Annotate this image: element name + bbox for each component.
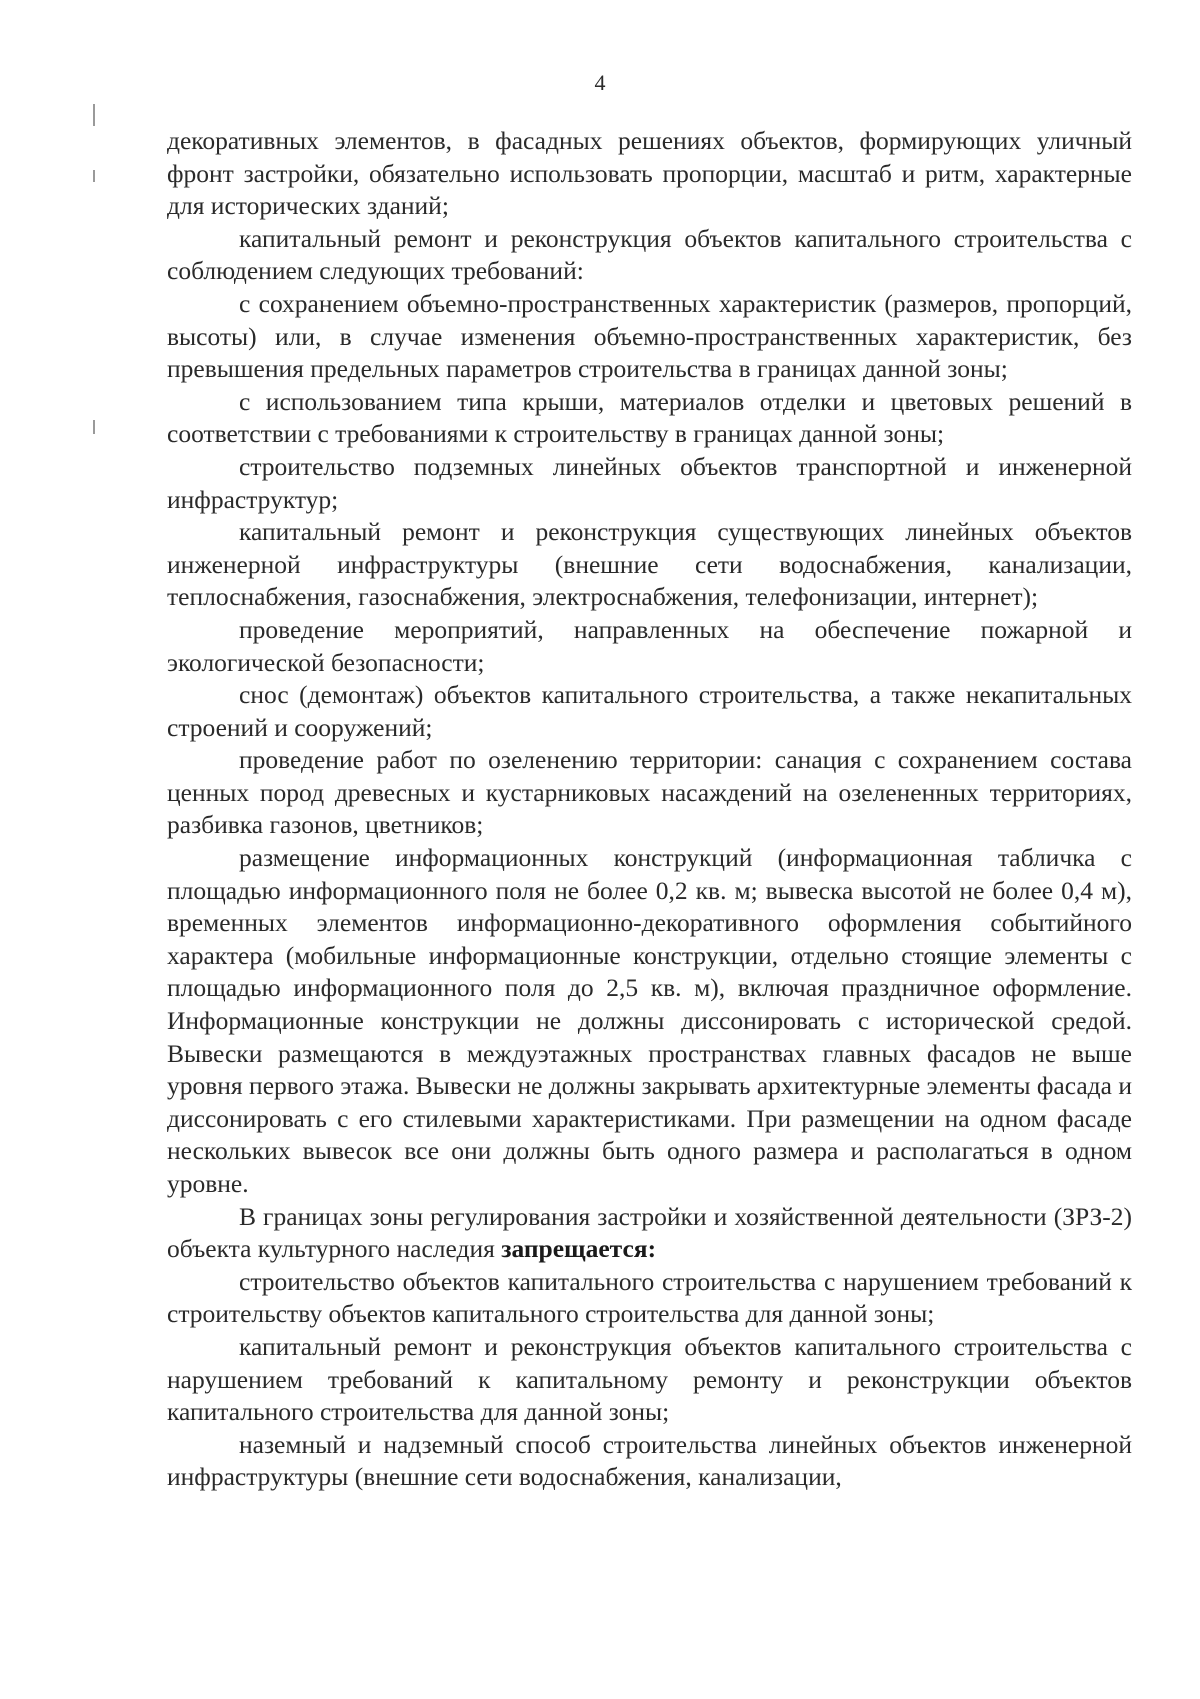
paragraph: с использованием типа крыши, материалов отделки и цветовых решений в соответствии с требованиями к строительству в границах данной зоны;	[167, 386, 1132, 449]
scan-artifact	[93, 420, 95, 434]
page-number: 4	[594, 70, 606, 95]
paragraph: строительство подземных линейных объектов транспортной и инженерной инфраструктур;	[167, 451, 1132, 514]
prohibited-item: строительство объектов капитального строительства с нарушением требований к строительству объектов капитального строительства для данной зоны;	[167, 1266, 1132, 1329]
scan-artifact	[93, 104, 95, 126]
prohibition-intro: В границах зоны регулирования застройки и хозяйственной деятельности (ЗРЗ-2) объекта культурного наследия	[167, 1201, 1132, 1264]
paragraph: размещение информационных конструкций (информационная табличка с площадью информационного поля не более 0,2 кв. м; вывеска высотой не более 0,4 м), временных элементов информационно-декоративного оформления событийного характера (мобильные информационные конструкции, отдельно стоящие элементы с площадью информационного поля до 2,5 кв. м), включая праздничное оформление. Информационные конструкции не должны диссонировать с исторической средой. Вывески размещаются в междуэтажных пространствах главных фасадов не выше уровня первого этажа. Вывески не должны закрывать архитектурные элементы фасада и диссонировать с его стилевыми характеристиками. При размещении на одном фасаде нескольких вывесок все они должны быть одного размера и располагаться в одном уровне.	[167, 843, 1132, 1198]
scan-artifact	[93, 170, 95, 182]
prohibited-item: наземный и надземный способ строительства линейных объектов инженерной инфраструктуры (внешние сети водоснабжения, канализации,	[167, 1429, 1132, 1492]
prohibition-keyword: запрещается:	[501, 1234, 657, 1264]
paragraph: снос (демонтаж) объектов капитального строительства, а также некапитальных строений и сооружений;	[167, 680, 1132, 742]
prohibited-item: капитальный ремонт и реконструкция объектов капитального строительства с нарушением требований к капитальному ремонту и реконструкции объектов капитального строительства для данной зоны;	[167, 1331, 1132, 1427]
paragraph: капитальный ремонт и реконструкция существующих линейных объектов инженерной инфраструктуры (внешние сети водоснабжения, канализации, теплоснабжения, газоснабжения, электроснабжения, телефонизации, интернет);	[167, 517, 1132, 612]
paragraph: с сохранением объемно-пространственных характеристик (размеров, пропорций, высоты) или, в случае изменения объемно-пространственных характеристик, без превышения предельных параметров строительства в границах данной зоны;	[167, 288, 1132, 384]
paragraph: капитальный ремонт и реконструкция объектов капитального строительства с соблюдением следующих требований:	[167, 223, 1132, 286]
paragraph: проведение работ по озеленению территории: санация с сохранением состава ценных пород древесных и кустарниковых насаждений на озелененных территориях, разбивка газонов, цветников;	[167, 745, 1132, 840]
paragraph: декоративных элементов, в фасадных решениях объектов, формирующих уличный фронт застройки, обязательно использовать пропорции, масштаб и ритм, характерные для исторических зданий;	[167, 126, 1132, 221]
prohibition-paragraph	[167, 1201, 1132, 1266]
paragraph: проведение мероприятий, направленных на обеспечение пожарной и экологической безопасности;	[167, 614, 1132, 677]
document-body	[167, 125, 1132, 1494]
